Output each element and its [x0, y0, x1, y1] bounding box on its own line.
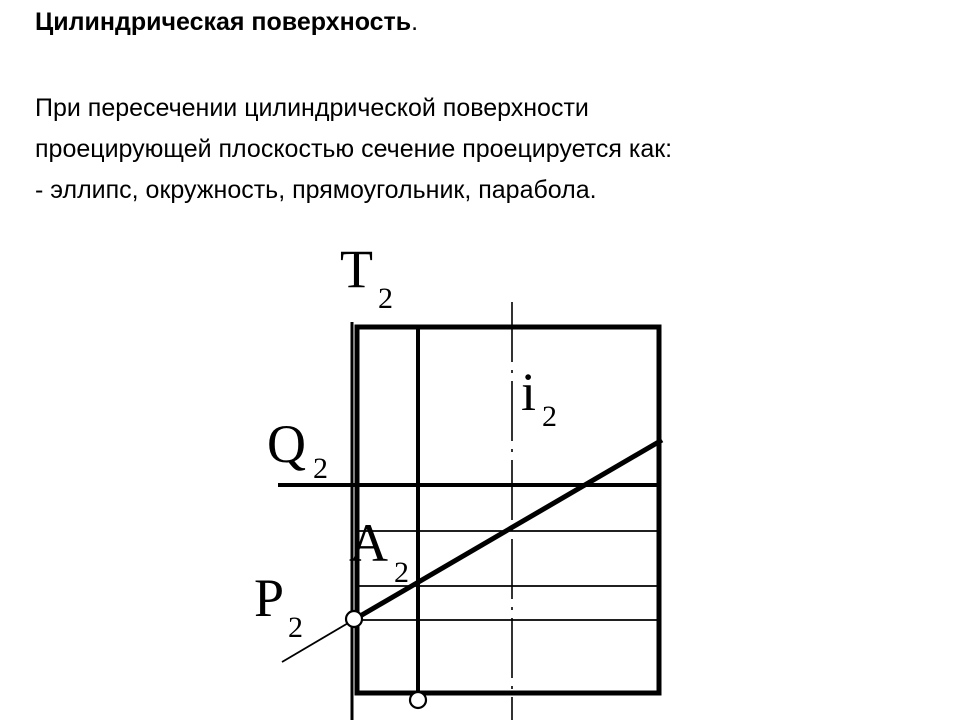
- plane-p2: [355, 440, 662, 619]
- label-a: A: [349, 513, 388, 573]
- label-p: P: [254, 568, 285, 628]
- body-line-3: - эллипс, окружность, прямоугольник, парабола.: [35, 176, 597, 204]
- title-bold: Цилиндрическая поверхность: [35, 8, 412, 36]
- title-tail: .: [411, 8, 419, 36]
- label-t-sub: 2: [378, 282, 393, 315]
- label-a-sub: 2: [394, 556, 409, 589]
- label-i-sub: 2: [542, 400, 557, 433]
- label-q-sub: 2: [313, 452, 328, 485]
- label-i: i: [521, 362, 537, 422]
- body-line-2: проецирующей плоскостью сечение проецируется как:: [35, 135, 673, 163]
- point-p2-intersection: [346, 611, 362, 627]
- body-line-1: При пересечении цилиндрической поверхности: [35, 94, 589, 122]
- label-q: Q: [267, 414, 306, 474]
- label-t: T: [340, 239, 373, 299]
- label-p-sub: 2: [288, 611, 303, 644]
- point-bottom: [410, 692, 426, 708]
- cylinder-outline: [357, 327, 659, 693]
